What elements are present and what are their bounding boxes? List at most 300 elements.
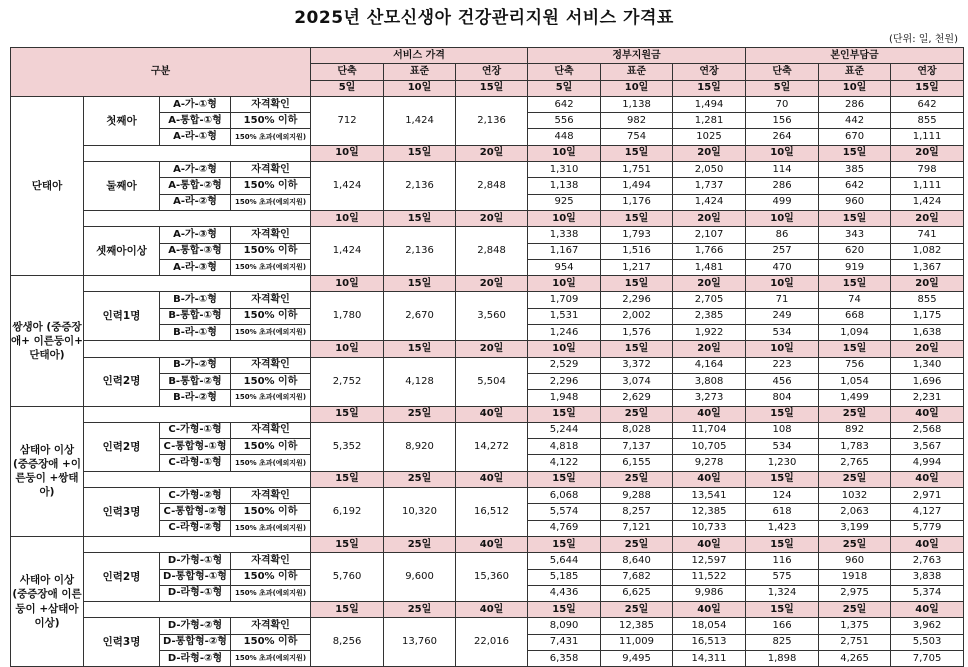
gov-support: 11,522 <box>673 569 746 585</box>
criteria-label: 150% 이하 <box>231 634 311 650</box>
days-cell: 5일 <box>746 80 819 96</box>
type-code: D-라형-②형 <box>160 650 231 666</box>
gov-support: 7,121 <box>601 520 673 536</box>
days-cell: 5일 <box>311 80 384 96</box>
gov-support: 925 <box>528 194 601 210</box>
days-cell: 15일 <box>601 210 673 226</box>
gov-support: 2,629 <box>601 390 673 406</box>
days-cell: 10일 <box>746 145 819 161</box>
days-cell: 15일 <box>746 602 819 618</box>
column-header: 연장 <box>891 64 964 80</box>
table-row <box>11 422 964 438</box>
self-pay: 919 <box>819 259 891 275</box>
self-pay: 804 <box>746 390 819 406</box>
days-cell: 10일 <box>528 210 601 226</box>
self-pay: 825 <box>746 634 819 650</box>
column-header: 단축 <box>746 64 819 80</box>
self-pay: 960 <box>819 194 891 210</box>
gov-support: 12,385 <box>673 504 746 520</box>
gov-support: 8,257 <box>601 504 673 520</box>
self-pay: 892 <box>819 422 891 438</box>
days-cell: 15일 <box>601 145 673 161</box>
days-cell: 25일 <box>819 471 891 487</box>
category-header: 구분 <box>11 48 311 97</box>
gov-support: 1,167 <box>528 243 601 259</box>
table-row <box>11 618 964 634</box>
days-cell: 10일 <box>528 341 601 357</box>
price-table <box>10 47 964 667</box>
gov-support: 6,068 <box>528 488 601 504</box>
gov-support: 1,709 <box>528 292 601 308</box>
gov-support: 18,054 <box>673 618 746 634</box>
gov-support: 1,948 <box>528 390 601 406</box>
service-price: 5,504 <box>456 357 528 406</box>
days-cell: 20일 <box>891 145 964 161</box>
days-cell: 20일 <box>456 145 528 161</box>
self-pay: 264 <box>746 129 819 145</box>
days-cell: 10일 <box>746 210 819 226</box>
type-code: B-통합-①형 <box>160 308 231 324</box>
gov-support: 12,385 <box>601 618 673 634</box>
type-code: B-통합-②형 <box>160 373 231 389</box>
days-cell: 25일 <box>601 602 673 618</box>
gov-support: 1,338 <box>528 227 601 243</box>
days-cell: 15일 <box>819 276 891 292</box>
criteria-label: 150% 이하 <box>231 243 311 259</box>
gov-support: 2,296 <box>601 292 673 308</box>
gov-support: 2,107 <box>673 227 746 243</box>
section-label: 쌍생아 (중증장애+ 이른둥이+ 단태아) <box>11 276 84 406</box>
type-code: C-라형-②형 <box>160 520 231 536</box>
gov-support: 7,137 <box>601 439 673 455</box>
self-pay: 4,265 <box>819 650 891 666</box>
gov-support: 1,494 <box>673 96 746 112</box>
days-cell: 15일 <box>819 145 891 161</box>
self-pay: 670 <box>819 129 891 145</box>
gov-support: 1025 <box>673 129 746 145</box>
criteria-label: 자격확인 <box>231 618 311 634</box>
days-cell: 25일 <box>601 406 673 422</box>
criteria-label: 150% 이하 <box>231 569 311 585</box>
gov-support: 2,529 <box>528 357 601 373</box>
self-pay: 855 <box>891 113 964 129</box>
criteria-label: 150% 초과(예외지원) <box>231 194 311 210</box>
service-price: 5,760 <box>311 553 384 602</box>
self-pay: 1,898 <box>746 650 819 666</box>
service-price: 4,128 <box>384 357 456 406</box>
gov-support: 1,737 <box>673 178 746 194</box>
type-code: A-라-①형 <box>160 129 231 145</box>
days-cell: 20일 <box>673 341 746 357</box>
self-pay: 4,994 <box>891 455 964 471</box>
spacer-cell <box>84 471 311 487</box>
self-pay: 1,230 <box>746 455 819 471</box>
days-cell: 10일 <box>819 80 891 96</box>
group-header: 서비스 가격 <box>311 48 528 64</box>
days-cell: 20일 <box>891 276 964 292</box>
type-code: A-통합-③형 <box>160 243 231 259</box>
gov-support: 3,273 <box>673 390 746 406</box>
service-price: 8,256 <box>311 618 384 667</box>
days-cell: 40일 <box>673 536 746 552</box>
service-price: 2,136 <box>384 162 456 211</box>
gov-support: 982 <box>601 113 673 129</box>
type-code: A-가-②형 <box>160 162 231 178</box>
criteria-label: 150% 이하 <box>231 178 311 194</box>
section-label: 사태아 이상 (중증장애 이른둥이 +삼태아 이상) <box>11 536 84 666</box>
self-pay: 620 <box>819 243 891 259</box>
days-cell: 15일 <box>311 471 384 487</box>
spacer-cell <box>84 210 311 226</box>
service-price: 13,760 <box>384 618 456 667</box>
self-pay: 741 <box>891 227 964 243</box>
days-cell: 15일 <box>311 602 384 618</box>
type-code: D-통합형-①형 <box>160 569 231 585</box>
self-pay: 1918 <box>819 569 891 585</box>
service-price: 1,424 <box>311 227 384 276</box>
self-pay: 3,199 <box>819 520 891 536</box>
service-price: 22,016 <box>456 618 528 667</box>
gov-support: 9,986 <box>673 585 746 601</box>
self-pay: 1,696 <box>891 373 964 389</box>
days-cell: 20일 <box>891 210 964 226</box>
self-pay: 257 <box>746 243 819 259</box>
gov-support: 1,138 <box>528 178 601 194</box>
days-cell: 15일 <box>601 341 673 357</box>
service-price: 6,192 <box>311 488 384 537</box>
days-cell: 15일 <box>528 471 601 487</box>
type-code: D-가형-②형 <box>160 618 231 634</box>
type-code: A-통합-②형 <box>160 178 231 194</box>
service-price: 16,512 <box>456 488 528 537</box>
criteria-label: 150% 초과(예외지원) <box>231 129 311 145</box>
gov-support: 9,288 <box>601 488 673 504</box>
gov-support: 3,808 <box>673 373 746 389</box>
type-code: C-라형-①형 <box>160 455 231 471</box>
service-price: 3,560 <box>456 292 528 341</box>
service-price: 1,424 <box>384 96 456 145</box>
self-pay: 534 <box>746 325 819 341</box>
self-pay: 385 <box>819 162 891 178</box>
days-cell: 20일 <box>673 276 746 292</box>
service-price: 2,136 <box>384 227 456 276</box>
days-cell: 40일 <box>673 406 746 422</box>
gov-support: 7,431 <box>528 634 601 650</box>
subgroup-label: 인력2명 <box>84 422 160 471</box>
type-code: D-라형-①형 <box>160 585 231 601</box>
self-pay: 1,082 <box>891 243 964 259</box>
days-cell: 15일 <box>384 341 456 357</box>
self-pay: 1,638 <box>891 325 964 341</box>
gov-support: 6,625 <box>601 585 673 601</box>
days-cell: 40일 <box>456 471 528 487</box>
self-pay: 286 <box>819 96 891 112</box>
gov-support: 1,576 <box>601 325 673 341</box>
days-cell: 15일 <box>528 602 601 618</box>
criteria-label: 150% 초과(예외지원) <box>231 520 311 536</box>
table-row <box>11 488 964 504</box>
days-cell: 15일 <box>384 276 456 292</box>
self-pay: 2,063 <box>819 504 891 520</box>
criteria-label: 자격확인 <box>231 162 311 178</box>
self-pay: 756 <box>819 357 891 373</box>
column-header: 단축 <box>528 64 601 80</box>
gov-support: 16,513 <box>673 634 746 650</box>
self-pay: 70 <box>746 96 819 112</box>
gov-support: 5,244 <box>528 422 601 438</box>
gov-support: 10,733 <box>673 520 746 536</box>
self-pay: 960 <box>819 553 891 569</box>
self-pay: 4,127 <box>891 504 964 520</box>
gov-support: 1,176 <box>601 194 673 210</box>
self-pay: 1,424 <box>891 194 964 210</box>
days-cell: 40일 <box>456 602 528 618</box>
unit-note: (단위: 일, 천원) <box>888 34 958 45</box>
self-pay: 116 <box>746 553 819 569</box>
self-pay: 108 <box>746 422 819 438</box>
criteria-label: 150% 이하 <box>231 113 311 129</box>
self-pay: 642 <box>891 96 964 112</box>
days-cell: 25일 <box>384 406 456 422</box>
self-pay: 86 <box>746 227 819 243</box>
days-cell: 40일 <box>456 536 528 552</box>
days-cell: 40일 <box>673 602 746 618</box>
service-price: 2,752 <box>311 357 384 406</box>
type-code: B-라-①형 <box>160 325 231 341</box>
gov-support: 2,296 <box>528 373 601 389</box>
self-pay: 1,094 <box>819 325 891 341</box>
self-pay: 1032 <box>819 488 891 504</box>
column-header: 표준 <box>601 64 673 80</box>
gov-support: 4,769 <box>528 520 601 536</box>
gov-support: 1,481 <box>673 259 746 275</box>
gov-support: 1,310 <box>528 162 601 178</box>
self-pay: 1,375 <box>819 618 891 634</box>
criteria-label: 자격확인 <box>231 553 311 569</box>
self-pay: 618 <box>746 504 819 520</box>
service-price: 2,670 <box>384 292 456 341</box>
gov-support: 2,705 <box>673 292 746 308</box>
days-cell: 20일 <box>891 341 964 357</box>
service-price: 2,848 <box>456 162 528 211</box>
days-cell: 40일 <box>456 406 528 422</box>
gov-support: 954 <box>528 259 601 275</box>
table-row <box>11 553 964 569</box>
self-pay: 442 <box>819 113 891 129</box>
self-pay: 71 <box>746 292 819 308</box>
days-cell: 25일 <box>819 536 891 552</box>
gov-support: 1,281 <box>673 113 746 129</box>
self-pay: 456 <box>746 373 819 389</box>
self-pay: 5,374 <box>891 585 964 601</box>
gov-support: 5,644 <box>528 553 601 569</box>
subgroup-label: 인력3명 <box>84 488 160 537</box>
column-header: 표준 <box>384 64 456 80</box>
gov-support: 2,385 <box>673 308 746 324</box>
service-price: 2,136 <box>456 96 528 145</box>
spacer-cell <box>84 276 311 292</box>
type-code: A-가-③형 <box>160 227 231 243</box>
subgroup-label: 셋째아이상 <box>84 227 160 276</box>
gov-support: 1,922 <box>673 325 746 341</box>
self-pay: 249 <box>746 308 819 324</box>
spacer-cell <box>84 341 311 357</box>
days-cell: 20일 <box>456 341 528 357</box>
type-code: B-라-②형 <box>160 390 231 406</box>
gov-support: 556 <box>528 113 601 129</box>
self-pay: 343 <box>819 227 891 243</box>
group-header: 정부지원금 <box>528 48 746 64</box>
days-cell: 40일 <box>891 406 964 422</box>
days-cell: 10일 <box>601 80 673 96</box>
type-code: C-통합형-①형 <box>160 439 231 455</box>
gov-support: 1,766 <box>673 243 746 259</box>
self-pay: 114 <box>746 162 819 178</box>
self-pay: 3,567 <box>891 439 964 455</box>
days-cell: 20일 <box>673 145 746 161</box>
gov-support: 5,574 <box>528 504 601 520</box>
column-header: 연장 <box>673 64 746 80</box>
self-pay: 642 <box>819 178 891 194</box>
gov-support: 1,494 <box>601 178 673 194</box>
column-header: 연장 <box>456 64 528 80</box>
self-pay: 1,423 <box>746 520 819 536</box>
self-pay: 3,962 <box>891 618 964 634</box>
gov-support: 4,164 <box>673 357 746 373</box>
gov-support: 754 <box>601 129 673 145</box>
type-code: B-가-②형 <box>160 357 231 373</box>
days-cell: 15일 <box>673 80 746 96</box>
self-pay: 1,499 <box>819 390 891 406</box>
days-cell: 20일 <box>673 210 746 226</box>
type-code: A-라-③형 <box>160 259 231 275</box>
criteria-label: 150% 초과(예외지원) <box>231 650 311 666</box>
gov-support: 4,818 <box>528 439 601 455</box>
days-cell: 15일 <box>746 536 819 552</box>
self-pay: 3,838 <box>891 569 964 585</box>
days-row <box>11 406 964 422</box>
criteria-label: 150% 이하 <box>231 504 311 520</box>
subgroup-label: 인력2명 <box>84 553 160 602</box>
service-price: 2,848 <box>456 227 528 276</box>
days-cell: 10일 <box>311 276 384 292</box>
self-pay: 124 <box>746 488 819 504</box>
days-cell: 40일 <box>673 471 746 487</box>
self-pay: 1,340 <box>891 357 964 373</box>
days-cell: 20일 <box>456 210 528 226</box>
self-pay: 1,054 <box>819 373 891 389</box>
gov-support: 1,424 <box>673 194 746 210</box>
days-cell: 10일 <box>384 80 456 96</box>
gov-support: 1,793 <box>601 227 673 243</box>
days-cell: 15일 <box>384 210 456 226</box>
self-pay: 5,503 <box>891 634 964 650</box>
gov-support: 5,185 <box>528 569 601 585</box>
self-pay: 1,175 <box>891 308 964 324</box>
table-row <box>11 357 964 373</box>
gov-support: 1,138 <box>601 96 673 112</box>
self-pay: 2,568 <box>891 422 964 438</box>
self-pay: 2,751 <box>819 634 891 650</box>
column-header: 단축 <box>311 64 384 80</box>
subgroup-label: 둘째아 <box>84 162 160 211</box>
self-pay: 74 <box>819 292 891 308</box>
section-label: 삼태아 이상 (중증장애 +이른둥이 +쌍태아) <box>11 406 84 536</box>
service-price: 1,424 <box>311 162 384 211</box>
days-cell: 40일 <box>891 471 964 487</box>
page-title: 2025년 산모신생아 건강관리지원 서비스 가격표 <box>294 8 674 28</box>
days-row <box>11 210 964 226</box>
days-cell: 15일 <box>528 406 601 422</box>
days-row <box>11 145 964 161</box>
days-row <box>11 276 964 292</box>
subgroup-label: 인력3명 <box>84 618 160 667</box>
criteria-label: 150% 초과(예외지원) <box>231 325 311 341</box>
days-cell: 15일 <box>819 341 891 357</box>
gov-support: 1,217 <box>601 259 673 275</box>
days-cell: 15일 <box>311 406 384 422</box>
self-pay: 1,324 <box>746 585 819 601</box>
self-pay: 1,783 <box>819 439 891 455</box>
criteria-label: 자격확인 <box>231 422 311 438</box>
gov-support: 3,372 <box>601 357 673 373</box>
days-row <box>11 341 964 357</box>
days-cell: 10일 <box>528 145 601 161</box>
service-price: 15,360 <box>456 553 528 602</box>
days-cell: 15일 <box>528 536 601 552</box>
self-pay: 7,705 <box>891 650 964 666</box>
group-header: 본인부담금 <box>746 48 964 64</box>
service-price: 10,320 <box>384 488 456 537</box>
service-price: 5,352 <box>311 422 384 471</box>
subgroup-label: 인력1명 <box>84 292 160 341</box>
self-pay: 5,779 <box>891 520 964 536</box>
days-cell: 15일 <box>746 471 819 487</box>
self-pay: 2,975 <box>819 585 891 601</box>
self-pay: 798 <box>891 162 964 178</box>
type-code: D-가형-①형 <box>160 553 231 569</box>
self-pay: 855 <box>891 292 964 308</box>
service-price: 1,780 <box>311 292 384 341</box>
self-pay: 166 <box>746 618 819 634</box>
type-code: D-통합형-②형 <box>160 634 231 650</box>
gov-support: 8,640 <box>601 553 673 569</box>
criteria-label: 150% 초과(예외지원) <box>231 259 311 275</box>
days-cell: 10일 <box>746 276 819 292</box>
gov-support: 4,122 <box>528 455 601 471</box>
gov-support: 12,597 <box>673 553 746 569</box>
days-row <box>11 602 964 618</box>
self-pay: 156 <box>746 113 819 129</box>
gov-support: 3,074 <box>601 373 673 389</box>
gov-support: 1,246 <box>528 325 601 341</box>
service-price: 712 <box>311 96 384 145</box>
gov-support: 9,278 <box>673 455 746 471</box>
days-cell: 25일 <box>384 471 456 487</box>
service-price: 8,920 <box>384 422 456 471</box>
days-cell: 15일 <box>311 536 384 552</box>
criteria-label: 자격확인 <box>231 96 311 112</box>
self-pay: 2,971 <box>891 488 964 504</box>
days-cell: 15일 <box>601 276 673 292</box>
self-pay: 1,367 <box>891 259 964 275</box>
criteria-label: 150% 이하 <box>231 308 311 324</box>
type-code: A-라-②형 <box>160 194 231 210</box>
criteria-label: 150% 이하 <box>231 373 311 389</box>
gov-support: 6,155 <box>601 455 673 471</box>
spacer-cell <box>84 536 311 552</box>
days-cell: 25일 <box>601 471 673 487</box>
